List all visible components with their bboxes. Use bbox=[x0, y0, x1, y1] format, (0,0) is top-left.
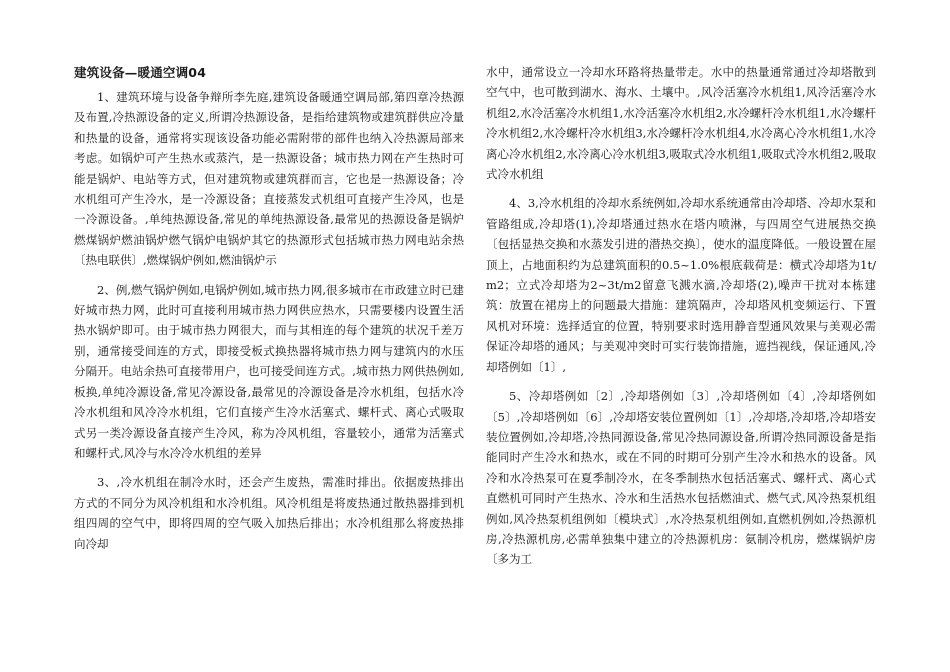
left-column bbox=[74, 62, 464, 563]
paragraph-1: 1、建筑环境与设备争辩所李先庭,建筑设备暖通空调局部,第四章冷热源及布置,冷热源设备的定义,所谓冷热源设备，是指给建筑物或建筑群供应冷量和热量的设备，通常将实现该设备功能必需附带的部件也纳入冷热源局部来考虑。如锅炉可产生热水或蒸汽，是一热源设备；城市热力网在产生热时可能是锅炉、电站等方式，但对建筑物或建筑群而言，它也是一热源设备；冷水机组可产生冷水，是一冷源设备；直接蒸发式机组可直接产生冷风，也是一冷源设备。,单纯热源设备,常见的单纯热源设备,最常见的热源设备是锅炉燃煤锅炉燃油锅炉燃气锅炉电锅炉其它的热源形式包括城市热力网电站余热〔热电联供〕,燃煤锅炉例如,燃油锅炉示 bbox=[74, 90, 464, 268]
paragraph-4: 4、3,冷水机组的冷却水系统例如,冷却水系统通常由冷却塔、冷却水泵和管路组成,冷却塔(1),冷却塔通过热水在塔内喷淋，与四周空气进展热交换〔包括显热交换和水蒸发引进的潜热交换〕，使水的温度降低。一般设置在屋顶上，占地面积约为总建筑面积的0.5~1.0%根底载荷是：横式冷却塔为1t/m2；立式冷却塔为2~3t/m2留意飞溅水滴,冷却塔(2),噪声干扰对本栋建筑：放置在裙房上的问题最大措施：建筑隔声，冷却塔风机变频运行、下置风机对环境：选择适宜的位置，特别要求时选用静音型通风效果与美观必需保证冷却塔的通风；与美观冲突时可实行装饰措施，遮挡视线，保证通风,冷却塔例如〔1〕, bbox=[486, 196, 876, 374]
paragraph-3: 3、,冷水机组在制冷水时，还会产生废热，需准时排出。依据废热排出方式的不同分为风冷机组和水冷机组。风冷机组是将废热通过散热器排到机组四周的空气中，即将四周的空气吸入加热后排出；水冷机组那么将废热排向冷却 bbox=[74, 475, 464, 551]
paragraph-2: 2、例,燃气锅炉例如,电锅炉例如,城市热力网,很多城市在市政建立时已建好城市热力网，此时可直接利用城市热力网供应热水，只需要楼内设置生活热水锅炉即可。由于城市热力网很大，而与其相连的每个建筑的状况千差万别，通常接受间连的方式，即接受板式换热器将城市热力网与建筑内的水压分隔开。电站余热可直接带用户，也可接受间连方式。,城市热力网供热例如,板换,单纯冷源设备,常见冷源设备,最常见的冷源设备是冷水机组，包括水冷冷水机组和风冷冷水机组，它们直接产生冷水活塞式、螺杆式、离心式吸取式另一类冷源设备直接产生冷风，称为冷风机组，容量较小，通常为活塞式和螺杆式,风冷与水冷冷水机组的差异 bbox=[74, 282, 464, 460]
paragraph-3-continued: 水中，通常设立一冷却水环路将热量带走。水中的热量通常通过冷却塔散到空气中，也可散到湖水、海水、土壤中。,风冷活塞冷水机组1,风冷活塞冷水机组2,水冷活塞冷水机组1,水冷活塞冷水机组2,水冷螺杆冷水机组1,水冷螺杆冷水机组2,水冷螺杆冷水机组3,水冷螺杆冷水机组4,水冷离心冷水机组1,水冷离心冷水机组2,水冷离心冷水机组3,吸取式冷水机组1,吸取式冷水机组2,吸取式冷水机组 bbox=[486, 65, 876, 182]
paragraph-5: 5、冷却塔例如〔2〕,冷却塔例如〔3〕,冷却塔例如〔4〕,冷却塔例如〔5〕,冷却塔例如〔6〕,冷却塔安装位置例如〔1〕,冷却塔,冷却塔,冷却塔安装位置例如,冷却塔,冷热同源设备,常见冷热同源设备,所谓冷热同源设备是指能同时产生冷水和热水，或在不同的时期可分别产生冷水和热水的设备。风冷和水冷热泵可在夏季制冷水，在冬季制热水包括活塞式、螺杆式、离心式直燃机可同时产生热水、冷水和生活热水包括燃油式、燃气式,风冷热泵机组例如,风冷热泵机组例如〔模块式〕,水冷热泵机组例如,直燃机例如,冷热源机房,冷热源机房,必需单独集中建立的冷热源机房：氨制冷机房，燃煤锅炉房〔多为工 bbox=[486, 389, 876, 567]
right-column bbox=[486, 62, 876, 579]
document-title: 建筑设备—暖通空调04 bbox=[74, 65, 207, 80]
